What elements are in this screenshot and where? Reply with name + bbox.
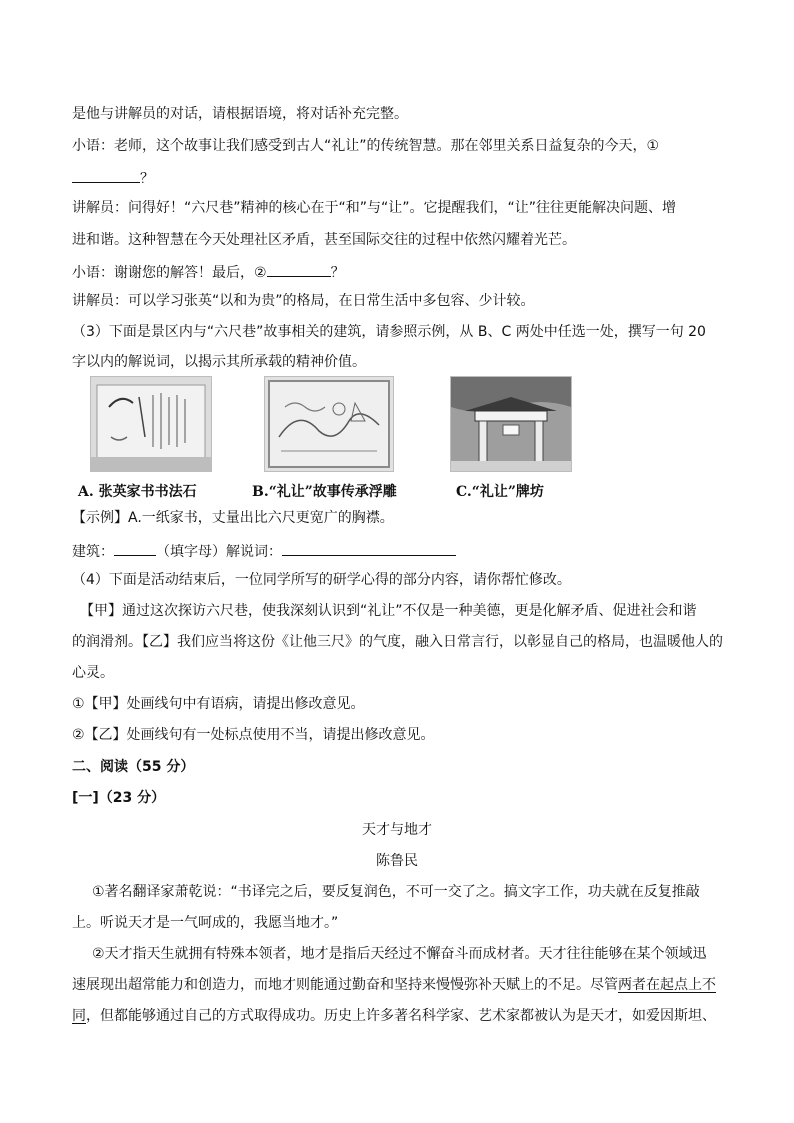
dialogue-guide-1a: 讲解员：问得好！“六尺巷”精神的核心在于“和”与“让”。它提醒我们，“让”往往更能解决问题、增 [72, 200, 677, 216]
paragraph-1-b: 上。听说天才是一气呵成的，我愿当地才。” [72, 915, 339, 931]
example-text: 【示例】A.一纸家书，丈量出比六尺更宽广的胸襟。 [72, 510, 394, 526]
dialogue-xiaoyu-2: 小语：谢谢您的解答！最后，② ？ [72, 260, 345, 283]
caption-b: B.“礼让”故事传承浮雕 [252, 484, 397, 500]
dialogue-xiaoyu-1: 小语：老师，这个故事让我们感受到古人“礼让”的传统智慧。那在邻里关系日益复杂的今天，① [72, 138, 660, 154]
photo-archway [450, 376, 572, 472]
commentary-blank[interactable] [282, 539, 456, 556]
article-author: 陈鲁民 [376, 853, 418, 869]
paragraph-1-a: ①著名翻译家萧乾说：“书译完之后，要反复润色，不可一交了之。搞文字工作，功夫就在反复推敲 [92, 884, 700, 900]
letter-blank[interactable] [114, 539, 156, 556]
passage-jia-2: 的润滑剂。【乙】我们应当将这份《让他三尺》的气度，融入日常言行，以彰显自己的格局，也温暖他人的 [72, 634, 723, 650]
answer-blank-1[interactable] [72, 166, 140, 183]
underlined-phrase-2: 同 [72, 1008, 86, 1024]
answer-blank-2[interactable] [267, 260, 331, 277]
article-title: 天才与地才 [362, 822, 432, 838]
paragraph-2-b: 速展现出超常能力和创造力，而地才则能通过勤奋和坚持来慢慢弥补天赋上的不足。尽管两者在起点上不 [72, 977, 716, 993]
caption-c: C.“礼让”牌坊 [456, 484, 544, 500]
passage-jia-3: 心灵。 [72, 665, 114, 681]
dialogue-intro: 是他与讲解员的对话，请根据语境，将对话补充完整。 [72, 106, 408, 122]
section-heading: 二、阅读（55 分） [72, 759, 195, 775]
photo-calligraphy-stone [90, 376, 212, 472]
photo-relief [264, 376, 394, 472]
dialogue-guide-1b: 进和谐。这种智慧在今天处理社区矛盾，甚至国际交往的过程中依然闪耀着光芒。 [72, 232, 576, 248]
passage-jia-1: 【甲】通过这次探访六尺巷，使我深刻认识到“礼让”不仅是一种美德，更是化解矛盾、促进社会和谐 [80, 603, 697, 619]
question-mark: ？ [140, 171, 154, 187]
blank-line-1 [72, 166, 154, 189]
paragraph-2-a: ②天才指天生就拥有特殊本领者，地才是指后天经过不懈奋斗而成材者。天才往往能够在某个领域迅 [92, 946, 707, 962]
item-1: ①【甲】处画线句中有语病，请提出修改意见。 [72, 696, 365, 712]
underlined-phrase-1: 两者在起点上不 [618, 977, 716, 993]
question-3-b: 字以内的解说词，以揭示其所承载的精神价值。 [72, 354, 366, 370]
building-answer-line: 建筑： （填字母）解说词： [72, 539, 456, 562]
paragraph-2-c: 同，但都能够通过自己的方式取得成功。历史上许多著名科学家、艺术家都被认为是天才，如爱因斯坦、 [72, 1008, 716, 1024]
subsection-heading: [一]（23 分） [72, 790, 166, 806]
dialogue-guide-2: 讲解员：可以学习张英“以和为贵”的格局，在日常生活中多包容、少计较。 [72, 293, 535, 309]
caption-a: A. 张英家书书法石 [78, 484, 197, 500]
question-4: （4）下面是活动结束后，一位同学所写的研学心得的部分内容，请你帮忙修改。 [72, 572, 571, 588]
item-2: ②【乙】处画线句有一处标点使用不当，请提出修改意见。 [72, 727, 435, 743]
question-3-a: （3）下面是景区内与“六尺巷”故事相关的建筑，请参照示例，从 B、C 两处中任选一处，撰写一句 20 [72, 324, 706, 340]
